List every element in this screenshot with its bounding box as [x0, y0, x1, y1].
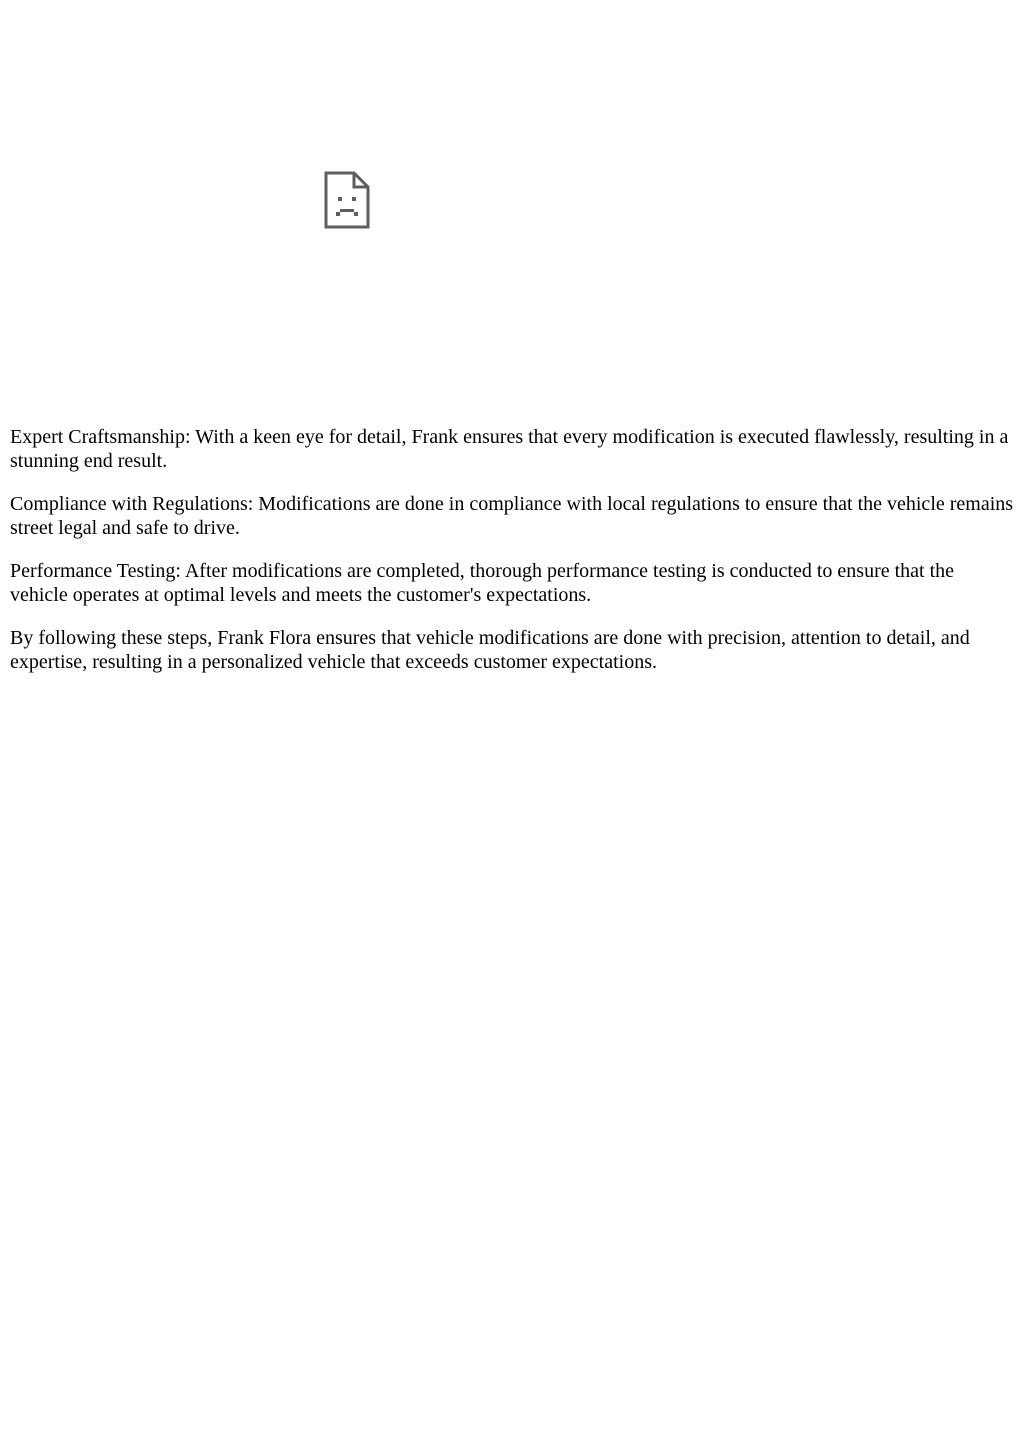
paragraph-summary: By following these steps, Frank Flora ensures that vehicle modifications are done with precision, attention to detail, and expertise, resulting in a personalized vehicle that exceeds customer expectations. — [10, 627, 970, 673]
broken-image-icon — [324, 171, 370, 229]
article-body — [10, 426, 1014, 694]
paragraph-expert-craftsmanship: Expert Craftsmanship: With a keen eye for detail, Frank ensures that every modification is executed flawlessly, resulting in a stunning end result. — [10, 426, 1009, 472]
paragraph-performance-testing: Performance Testing: After modifications are completed, thorough performance testing is conducted to ensure that the vehicle operates at optimal levels and meets the customer's expectations. — [10, 560, 955, 606]
paragraph-compliance: Compliance with Regulations: Modifications are done in compliance with local regulations to ensure that the vehicle remains street legal and safe to drive. — [10, 493, 1014, 539]
broken-image-container — [0, 0, 1024, 420]
